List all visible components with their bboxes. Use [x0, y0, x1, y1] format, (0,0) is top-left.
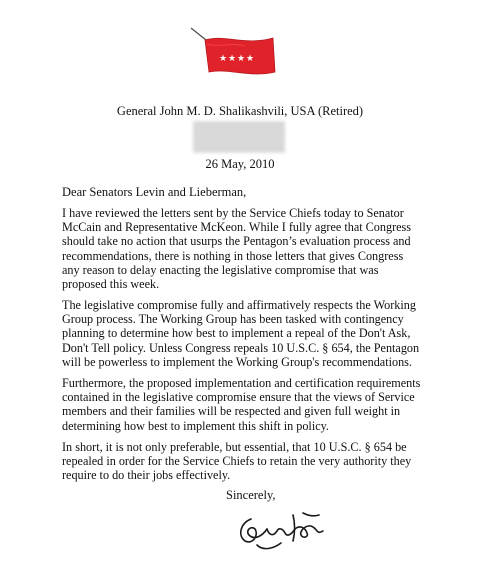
svg-text:★: ★ — [219, 54, 228, 64]
body-paragraph-4: In short, it is not only preferable, but essential, that 10 U.S.C. § 654 be repealed in order for the Service Chiefs to retain the very authority they require to do their jobs effectively. — [62, 440, 412, 483]
body-paragraph-3: Furthermore, the proposed implementation and certification requirements contained in the legislative compromise ensure that the views of Service members and their families will be respected and given full weight in determining how best to implement this shift in policy. — [62, 376, 421, 433]
sender-name-line: General John M. D. Shalikashvili, USA (Retired) — [116, 104, 364, 118]
redacted-address-block — [193, 121, 285, 153]
body-paragraph-2: The legislative compromise fully and affirmatively respects the Working Group process. The Working Group has been tasked with contingency planning to determine how best to implement a repeal of the Don't Ask, Don't Tell policy. Unless Congress repeals 10 U.S.C. § 654, the Pentagon will be powerless to implement the Working Group's recommendations. — [62, 298, 420, 369]
letter-date: 26 May, 2010 — [205, 157, 275, 171]
svg-text:★: ★ — [246, 54, 255, 64]
salutation: Dear Senators Levin and Lieberman, — [62, 185, 247, 199]
four-star-general-flag-icon — [185, 22, 281, 80]
body-paragraph-1: I have reviewed the letters sent by the Service Chiefs today to Senator McCain and Representative McKeon. While I fully agree that Congress should take no action that usurps the Pentagon’s evaluation process and recommendations, there is nothing in those letters that gives Congress any reason to delay enacting the legislative compromise that was proposed this week. — [62, 206, 412, 292]
closing: Sincerely, — [226, 488, 276, 502]
svg-text:★: ★ — [228, 54, 237, 64]
handwritten-signature-icon — [233, 505, 333, 553]
svg-text:★: ★ — [237, 54, 246, 64]
